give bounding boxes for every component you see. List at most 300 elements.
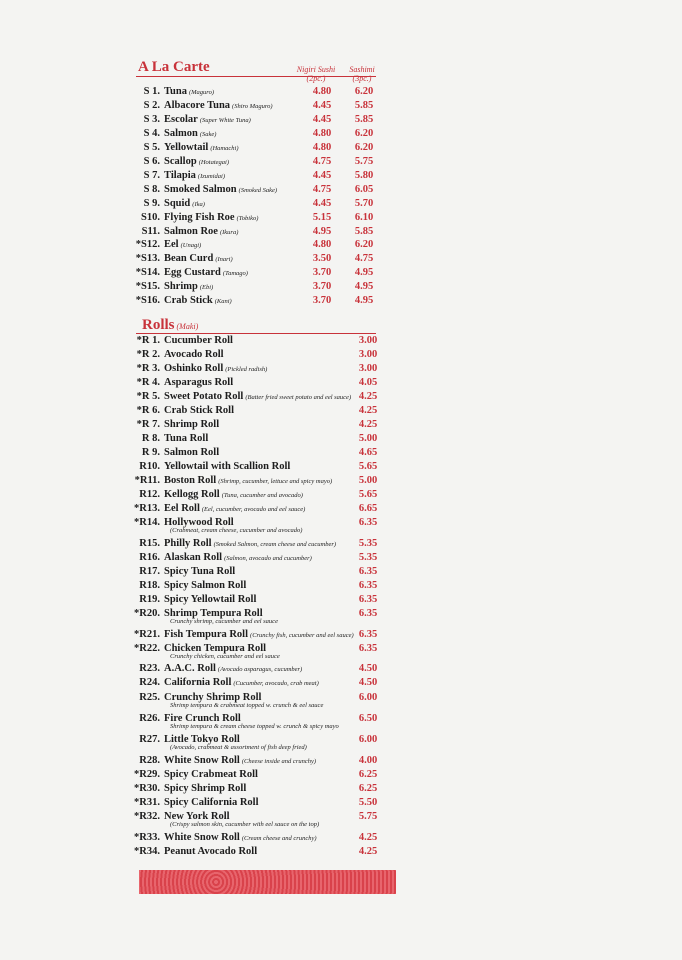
- roll-name-text: Crab Stick Roll: [164, 405, 235, 416]
- a-la-carte-row: [0, 127, 682, 141]
- roll-description: (Tuna, cucumber and avocado): [221, 492, 303, 499]
- roll-price: 6.25: [358, 783, 378, 794]
- roll-code: *R 3.: [136, 363, 160, 374]
- roll-row: [0, 376, 682, 390]
- roll-name: [164, 502, 305, 517]
- roll-row: [0, 488, 682, 502]
- roll-price: 5.35: [358, 538, 378, 549]
- sashimi-price: 6.20: [354, 141, 374, 153]
- item-name-text: Crab Stick: [164, 295, 213, 307]
- nigiri-price: 4.80: [312, 86, 332, 97]
- roll-name: [164, 768, 258, 782]
- item-code: *S14.: [135, 267, 160, 279]
- sashimi-price: 5.70: [354, 197, 374, 209]
- item-description: (Kani): [214, 298, 232, 306]
- roll-name: [164, 782, 246, 796]
- roll-name-text: Eel Roll: [164, 503, 200, 514]
- item-code: S 9.: [143, 197, 160, 209]
- roll-code: R27.: [139, 734, 160, 745]
- roll-row: [0, 593, 682, 607]
- sashimi-price: 4.95: [354, 281, 374, 293]
- roll-code: *R33.: [134, 832, 160, 843]
- roll-row: [0, 831, 682, 845]
- item-description: (Inari): [215, 256, 233, 264]
- roll-price: 5.35: [358, 552, 378, 563]
- roll-row: [0, 845, 682, 859]
- roll-name: [164, 796, 259, 810]
- roll-code: *R32.: [134, 811, 160, 822]
- item-code: *S12.: [135, 239, 160, 251]
- a-la-carte-row: [0, 266, 682, 280]
- roll-code: *R 6.: [136, 405, 160, 416]
- item-name-text: Flying Fish Roe: [164, 211, 235, 223]
- roll-name: [164, 376, 233, 390]
- roll-subdescription: Shrimp tempura & cream cheese topped w. crunch & spicy mayo: [170, 723, 339, 730]
- roll-price: 6.35: [358, 517, 378, 528]
- nigiri-price: 4.80: [312, 141, 332, 153]
- roll-name: [164, 551, 312, 566]
- roll-code: R26.: [139, 713, 160, 724]
- roll-price: 3.00: [358, 363, 378, 374]
- roll-price: 3.00: [358, 349, 378, 360]
- roll-subdescription: (Crispy salmon skin, cucumber with eel sauce on the top): [170, 821, 320, 828]
- roll-row: [0, 432, 682, 446]
- roll-name-text: New York Roll: [164, 811, 230, 822]
- roll-name-text: Asparagus Roll: [164, 377, 234, 388]
- item-name: [164, 127, 216, 142]
- nigiri-price: 4.75: [312, 155, 332, 167]
- roll-name-text: Spicy Crabmeat Roll: [164, 769, 258, 780]
- a-la-carte-row: [0, 225, 682, 239]
- roll-name-text: White Snow Roll: [164, 832, 240, 843]
- roll-price: 6.35: [358, 643, 378, 654]
- roll-price: 5.65: [358, 489, 378, 500]
- item-name: [164, 211, 258, 226]
- roll-subdescription: (Crabmeat, cream cheese, cucumber and avocado): [170, 527, 303, 534]
- roll-price: 6.00: [358, 734, 378, 745]
- roll-name-text: Spicy Salmon Roll: [164, 580, 247, 591]
- roll-row: [0, 460, 682, 474]
- roll-row: [0, 348, 682, 362]
- item-code: S 3.: [143, 113, 160, 125]
- roll-price: 5.00: [358, 475, 378, 486]
- a-la-carte-row: [0, 294, 682, 308]
- item-name-text: Tilapia: [164, 169, 196, 181]
- roll-name-text: Kellogg Roll: [164, 489, 220, 500]
- roll-name-text: Cucumber Roll: [164, 335, 233, 346]
- nigiri-price: 5.15: [312, 211, 332, 223]
- roll-name: [164, 628, 354, 643]
- item-description: (Hamachi): [210, 144, 239, 152]
- roll-description: (Cheese inside and crunchy): [241, 758, 317, 765]
- roll-code: R17.: [139, 566, 160, 577]
- nigiri-price: 4.45: [312, 113, 332, 125]
- item-code: *S13.: [135, 253, 160, 265]
- roll-name: [164, 474, 332, 489]
- a-la-carte-row: [0, 85, 682, 99]
- roll-code: R28.: [139, 755, 160, 766]
- roll-price: 6.00: [358, 692, 378, 703]
- roll-row: [0, 551, 682, 565]
- roll-name-text: Alaskan Roll: [164, 552, 223, 563]
- roll-price: 6.35: [358, 629, 378, 640]
- roll-description: (Cream cheese and crunchy): [241, 835, 317, 842]
- item-description: (Ikura): [219, 228, 239, 236]
- roll-name-text: Tuna Roll: [164, 433, 209, 444]
- item-name: [164, 99, 273, 114]
- roll-description: (Cucumber, avocado, crab meat): [233, 680, 319, 687]
- roll-name: [164, 334, 233, 348]
- roll-name-text: Sweet Potato Roll: [164, 391, 244, 402]
- roll-name-text: Spicy Shrimp Roll: [164, 783, 247, 794]
- roll-price: 4.25: [358, 419, 378, 430]
- roll-price: 6.35: [358, 580, 378, 591]
- roll-name-text: Spicy California Roll: [164, 797, 259, 808]
- a-la-carte-row: [0, 183, 682, 197]
- roll-name-text: Crunchy Shrimp Roll: [164, 692, 262, 703]
- sashimi-price: 6.20: [354, 86, 374, 97]
- roll-row: [0, 796, 682, 810]
- item-name-text: Shrimp: [164, 281, 198, 293]
- item-description: (Shiro Maguro): [232, 102, 273, 110]
- item-name-text: Escolar: [164, 113, 198, 125]
- rolls-title: [142, 317, 198, 334]
- item-code: *S15.: [135, 281, 160, 293]
- a-la-carte-row: [0, 99, 682, 113]
- item-name: [164, 197, 205, 212]
- roll-row: [0, 418, 682, 432]
- roll-code: *R 1.: [136, 335, 160, 346]
- roll-code: *R34.: [134, 846, 160, 857]
- roll-price: 3.00: [358, 335, 378, 346]
- item-description: (Sake): [199, 130, 217, 138]
- roll-name: [164, 593, 256, 607]
- roll-name: [164, 754, 316, 769]
- sashimi-column-title: Sashimi: [349, 65, 375, 74]
- a-la-carte-row: [0, 252, 682, 266]
- rolls-title-text: Rolls: [142, 317, 175, 333]
- roll-name-text: Chicken Tempura Roll: [164, 643, 267, 654]
- roll-name-text: Shrimp Tempura Roll: [164, 608, 263, 619]
- item-name: [164, 252, 233, 267]
- roll-name-text: Spicy Yellowtail Roll: [164, 594, 257, 605]
- item-description: (Tobiko): [236, 214, 259, 222]
- item-code: S 1.: [143, 86, 160, 97]
- nigiri-price: 4.45: [312, 197, 332, 209]
- roll-price: 4.25: [358, 846, 378, 857]
- nigiri-price: 4.45: [312, 169, 332, 181]
- item-code: *S16.: [135, 295, 160, 307]
- item-description: (Smoked Sake): [238, 186, 278, 194]
- roll-code: *R29.: [134, 769, 160, 780]
- roll-price: 6.35: [358, 608, 378, 619]
- roll-row: [0, 662, 682, 676]
- roll-row: [0, 768, 682, 782]
- roll-name-text: Oshinko Roll: [164, 363, 224, 374]
- roll-price: 5.65: [358, 461, 378, 472]
- roll-row: [0, 810, 682, 828]
- item-name-text: Egg Custard: [164, 267, 221, 279]
- roll-name: [164, 418, 219, 432]
- sashimi-price: 5.85: [354, 99, 374, 111]
- roll-name-text: California Roll: [164, 677, 232, 688]
- roll-code: *R 7.: [136, 419, 160, 430]
- roll-name-text: White Snow Roll: [164, 755, 240, 766]
- roll-row: [0, 754, 682, 768]
- roll-row: [0, 404, 682, 418]
- decorative-pattern-band: [139, 870, 396, 894]
- roll-code: *R21.: [134, 629, 160, 640]
- roll-name-text: Fish Tempura Roll: [164, 629, 249, 640]
- roll-name-text: Salmon Roll: [164, 447, 220, 458]
- roll-description: (Avocado asparagus, cucumber): [217, 666, 303, 673]
- roll-name: [164, 579, 246, 593]
- roll-row: [0, 474, 682, 488]
- roll-row: [0, 537, 682, 551]
- roll-description: (Salmon, avocado and cucumber): [224, 555, 312, 562]
- item-name: [164, 280, 213, 295]
- a-la-carte-row: [0, 197, 682, 211]
- roll-price: 6.50: [358, 713, 378, 724]
- roll-name: [164, 390, 351, 405]
- nigiri-price: 4.45: [312, 99, 332, 111]
- roll-code: *R31.: [134, 797, 160, 808]
- item-name-text: Bean Curd: [164, 253, 214, 265]
- roll-name-text: Peanut Avocado Roll: [164, 846, 258, 857]
- sashimi-price: 6.10: [354, 211, 374, 223]
- item-name-text: Scallop: [164, 155, 197, 167]
- item-name-text: Eel: [164, 239, 179, 251]
- item-name-text: Smoked Salmon: [164, 183, 237, 195]
- nigiri-column-header: [288, 65, 344, 83]
- item-name-text: Salmon: [164, 127, 198, 139]
- a-la-carte-row: [0, 141, 682, 155]
- item-name-text: Squid: [164, 197, 191, 209]
- roll-name: [164, 662, 302, 677]
- item-code: S 8.: [143, 183, 160, 195]
- item-code: S 7.: [143, 169, 160, 181]
- roll-name: [164, 432, 208, 446]
- item-name-text: Tuna: [164, 86, 187, 97]
- nigiri-price: 4.75: [312, 183, 332, 195]
- roll-row: [0, 446, 682, 460]
- roll-name-text: Spicy Tuna Roll: [164, 566, 236, 577]
- roll-code: R24.: [139, 677, 160, 688]
- item-name: [164, 225, 238, 240]
- roll-price: 4.25: [358, 391, 378, 402]
- item-code: S 2.: [143, 99, 160, 111]
- sashimi-price: 4.75: [354, 253, 374, 265]
- item-description: (Hotategai): [198, 158, 230, 166]
- roll-row: [0, 502, 682, 516]
- roll-price: 4.25: [358, 405, 378, 416]
- roll-price: 4.00: [358, 755, 378, 766]
- roll-price: 5.50: [358, 797, 378, 808]
- roll-description: (Crunchy fish, cucumber and eel sauce): [250, 632, 354, 639]
- roll-name: [164, 460, 290, 474]
- roll-row: [0, 691, 682, 709]
- a-la-carte-row: [0, 280, 682, 294]
- roll-price: 4.50: [358, 677, 378, 688]
- roll-row: [0, 628, 682, 642]
- roll-code: R12.: [139, 489, 160, 500]
- sashimi-price: 6.20: [354, 127, 374, 139]
- roll-description: (Pickled radish): [225, 366, 268, 373]
- item-name: [164, 238, 201, 253]
- roll-name: [164, 565, 235, 579]
- roll-code: *R20.: [134, 608, 160, 619]
- item-description: (Unagi): [180, 242, 202, 250]
- roll-code: R 9.: [141, 447, 160, 458]
- roll-name-text: Little Tokyo Roll: [164, 734, 240, 745]
- item-code: S 5.: [143, 141, 160, 153]
- sashimi-price: 5.80: [354, 169, 374, 181]
- item-code: S10.: [141, 211, 160, 223]
- roll-name: [164, 362, 267, 377]
- item-code: S11.: [141, 225, 160, 237]
- a-la-carte-row: [0, 169, 682, 183]
- roll-code: R23.: [139, 663, 160, 674]
- nigiri-price: 3.70: [312, 295, 332, 307]
- item-name-text: Salmon Roe: [164, 225, 218, 237]
- roll-price: 6.65: [358, 503, 378, 514]
- sashimi-price: 5.85: [354, 225, 374, 237]
- item-name: [164, 85, 214, 100]
- roll-code: R15.: [139, 538, 160, 549]
- roll-code: R18.: [139, 580, 160, 591]
- roll-code: R25.: [139, 692, 160, 703]
- roll-code: R10.: [139, 461, 160, 472]
- roll-price: 4.05: [358, 377, 378, 388]
- sashimi-column-subtitle: (3pc.): [352, 74, 372, 83]
- nigiri-column-title: Nigiri Sushi: [296, 65, 336, 74]
- nigiri-price: 4.80: [312, 127, 332, 139]
- sashimi-price: 5.85: [354, 113, 374, 125]
- item-name: [164, 141, 239, 156]
- roll-name-text: Shrimp Roll: [164, 419, 220, 430]
- item-name: [164, 169, 225, 184]
- roll-subdescription: Crunchy chicken, cucumber and eel sauce: [170, 653, 280, 660]
- roll-price: 4.25: [358, 832, 378, 843]
- item-description: (Maguro): [188, 89, 215, 96]
- a-la-carte-row: [0, 113, 682, 127]
- item-name: [164, 294, 232, 309]
- roll-code: R19.: [139, 594, 160, 605]
- roll-subdescription: Shrimp tempura & crabmeat topped w. crunch & eel sauce: [170, 702, 324, 709]
- roll-row: [0, 676, 682, 690]
- roll-price: 6.35: [358, 594, 378, 605]
- roll-code: *R 5.: [136, 391, 160, 402]
- rolls-title-sub: (Maki): [176, 322, 199, 331]
- item-code: S 6.: [143, 155, 160, 167]
- roll-description: (Batter fried sweet potato and eel sauce): [245, 394, 352, 401]
- a-la-carte-title: A La Carte: [138, 59, 210, 75]
- roll-code: R16.: [139, 552, 160, 563]
- item-name-text: Albacore Tuna: [164, 99, 231, 111]
- sashimi-price: 4.95: [354, 267, 374, 279]
- item-description: (Ebi): [199, 284, 214, 292]
- roll-code: *R 4.: [136, 377, 160, 388]
- nigiri-column-subtitle: (2pc.): [306, 74, 326, 83]
- item-description: (Izumidai): [197, 172, 225, 180]
- roll-subdescription: Crunchy shrimp, cucumber and eel sauce: [170, 618, 278, 625]
- roll-row: [0, 782, 682, 796]
- roll-name: [164, 488, 303, 503]
- roll-name: [164, 537, 336, 552]
- roll-row: [0, 334, 682, 348]
- roll-price: 4.65: [358, 447, 378, 458]
- item-description: (Tamago): [222, 270, 248, 278]
- roll-description: (Smoked Salmon, cream cheese and cucumber): [213, 541, 337, 548]
- item-description: (Super White Tuna): [199, 116, 251, 124]
- roll-code: *R 2.: [136, 349, 160, 360]
- roll-row: [0, 516, 682, 534]
- roll-price: 6.35: [358, 566, 378, 577]
- roll-price: 5.75: [358, 811, 378, 822]
- roll-name: [164, 831, 317, 846]
- roll-name-text: A.A.C. Roll: [164, 663, 216, 674]
- roll-description: (Eel, cucumber, avocado and eel sauce): [201, 506, 306, 513]
- a-la-carte-row: [0, 155, 682, 169]
- nigiri-price: 4.95: [312, 225, 332, 237]
- item-name: [164, 155, 229, 170]
- roll-name-text: Boston Roll: [164, 475, 217, 486]
- roll-code: *R22.: [134, 643, 160, 654]
- roll-name-text: Philly Roll: [164, 538, 212, 549]
- item-name: [164, 266, 248, 281]
- roll-code: *R11.: [134, 475, 160, 486]
- roll-name-text: Avocado Roll: [164, 349, 224, 360]
- nigiri-price: 3.50: [312, 253, 332, 265]
- sashimi-price: 4.95: [354, 295, 374, 307]
- a-la-carte-row: [0, 238, 682, 252]
- roll-name: [164, 446, 219, 460]
- roll-name: [164, 845, 257, 859]
- roll-name: [164, 348, 224, 362]
- roll-code: R 8.: [141, 433, 160, 444]
- roll-row: [0, 733, 682, 751]
- roll-name: [164, 404, 234, 418]
- roll-price: 6.25: [358, 769, 378, 780]
- item-name: [164, 183, 277, 198]
- item-name: [164, 113, 251, 128]
- sashimi-price: 6.05: [354, 183, 374, 195]
- roll-price: 5.00: [358, 433, 378, 444]
- roll-code: *R30.: [134, 783, 160, 794]
- roll-code: *R13.: [134, 503, 160, 514]
- sashimi-price: 5.75: [354, 155, 374, 167]
- roll-row: [0, 607, 682, 625]
- roll-price: 4.50: [358, 663, 378, 674]
- roll-row: [0, 362, 682, 376]
- item-code: S 4.: [143, 127, 160, 139]
- sashimi-column-header: [340, 65, 384, 83]
- roll-code: *R14.: [134, 517, 160, 528]
- roll-row: [0, 642, 682, 660]
- roll-name-text: Yellowtail with Scallion Roll: [164, 461, 291, 472]
- roll-name-text: Fire Crunch Roll: [164, 713, 241, 724]
- roll-description: (Shrimp, cucumber, lettuce and spicy mayo): [218, 478, 333, 485]
- item-name-text: Yellowtail: [164, 141, 209, 153]
- nigiri-price: 3.70: [312, 281, 332, 293]
- item-description: (Ika): [192, 200, 205, 208]
- sashimi-price: 6.20: [354, 239, 374, 251]
- roll-subdescription: (Avocado, crabmeat & assortment of fish deep fried): [170, 744, 307, 751]
- roll-row: [0, 565, 682, 579]
- nigiri-price: 4.80: [312, 239, 332, 251]
- a-la-carte-row: [0, 211, 682, 225]
- nigiri-price: 3.70: [312, 267, 332, 279]
